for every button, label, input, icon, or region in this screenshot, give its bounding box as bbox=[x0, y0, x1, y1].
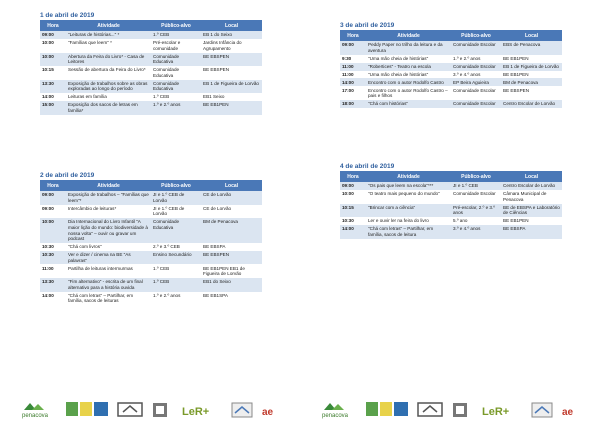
table-row bbox=[40, 31, 262, 39]
footer-logos bbox=[15, 400, 285, 420]
schedule-table bbox=[340, 171, 562, 239]
cell-publico-alvo: JI e 1.º CEB de Lorvão bbox=[151, 205, 201, 219]
table-row bbox=[40, 243, 262, 251]
cell-publico-alvo: Pré-escolar, 2.º e 3.º anos bbox=[451, 204, 501, 218]
library-logo bbox=[415, 400, 445, 420]
cell-local: BE EB1PEN bbox=[201, 101, 262, 115]
column-header-atividade: Atividade bbox=[366, 171, 451, 182]
cell-hora: 09:00 bbox=[40, 191, 66, 205]
table-row bbox=[340, 86, 562, 100]
svg-text:penacova: penacova bbox=[22, 413, 49, 419]
cell-atividade: "Chá com letras" – Partilhar, em família, sacos de leitura bbox=[366, 225, 451, 239]
cell-local: BE EBSPEN bbox=[501, 86, 562, 100]
svg-text:ae: ae bbox=[262, 407, 274, 418]
column-header-hora: Hora bbox=[40, 180, 66, 191]
cell-hora: 9:30 bbox=[340, 55, 366, 63]
table-row bbox=[40, 264, 262, 278]
table-row bbox=[340, 182, 562, 190]
cell-local: EB 1 de Figueira de Lorvão bbox=[501, 63, 562, 71]
cell-publico-alvo: 1.º CEB bbox=[151, 278, 201, 292]
cell-hora: 10:15 bbox=[40, 66, 66, 80]
cell-hora: 14:00 bbox=[40, 292, 66, 306]
cell-hora: 10:00 bbox=[340, 190, 366, 204]
cell-publico-alvo: 1.º e 2.º anos bbox=[451, 55, 501, 63]
day-schedule-3-april bbox=[340, 22, 562, 108]
table-row bbox=[340, 204, 562, 218]
table-row bbox=[340, 225, 562, 239]
cell-atividade: "Uma mão cheia de histórias" bbox=[366, 55, 451, 63]
cell-atividade: Encontro com o autor Rodolfo Castro bbox=[366, 78, 451, 86]
column-header-atividade: Atividade bbox=[366, 30, 451, 41]
cell-publico-alvo: 2.º e 3.º CEB bbox=[151, 243, 201, 251]
table-row bbox=[340, 217, 562, 225]
cell-local: BE EBSPEN bbox=[201, 53, 262, 67]
cell-hora: 10:30 bbox=[40, 243, 66, 251]
cell-local: BE de EBSPA e Laboratório de Ciências bbox=[501, 204, 562, 218]
svg-text:LeR+: LeR+ bbox=[182, 406, 210, 418]
column-header-local: Local bbox=[201, 180, 262, 191]
svg-text:penacova: penacova bbox=[322, 413, 349, 419]
cell-atividade: Intercâmbio de leituras* bbox=[66, 205, 151, 219]
cell-local: BE EBSPA bbox=[501, 225, 562, 239]
cell-local: BE EB1SPA bbox=[201, 292, 262, 306]
cell-publico-alvo: Comunidade Escolar bbox=[451, 190, 501, 204]
cell-atividade: "Leituras de histórias..." * bbox=[66, 31, 151, 39]
cell-hora: 14:00 bbox=[40, 93, 66, 101]
cell-hora: 10:15 bbox=[340, 204, 366, 218]
ae-logo bbox=[560, 400, 585, 420]
table-row bbox=[40, 278, 262, 292]
cell-hora: 10:00 bbox=[40, 53, 66, 67]
day-title: 2 de abril de 2019 bbox=[40, 172, 95, 179]
cell-local: CE de Lorvão bbox=[201, 191, 262, 205]
schedule-table bbox=[340, 30, 562, 108]
cell-hora: 10:00 bbox=[40, 218, 66, 243]
cell-hora: 15:00 bbox=[40, 101, 66, 115]
cell-local: CE de Lorvão bbox=[201, 205, 262, 219]
table-row bbox=[40, 93, 262, 101]
table-row bbox=[340, 55, 562, 63]
cell-publico-alvo: Comunidade Escolar bbox=[451, 63, 501, 71]
cell-publico-alvo: 3.º e 4.º anos bbox=[451, 71, 501, 79]
cell-hora: 10:30 bbox=[340, 217, 366, 225]
cell-publico-alvo: EP Beira Aguieira bbox=[451, 78, 501, 86]
penacova-logo bbox=[20, 400, 60, 420]
cell-atividade: Exposição dos sacos de letras em família* bbox=[66, 101, 151, 115]
cell-publico-alvo: 3.º e 4.º anos bbox=[451, 225, 501, 239]
table-row bbox=[40, 80, 262, 94]
cell-publico-alvo: Comunidade Escolar bbox=[451, 100, 501, 108]
cell-atividade: "Fim alternativo" - escrita de um final alternativo para a história ouvida bbox=[66, 278, 151, 292]
day-schedule-2-april bbox=[40, 172, 262, 305]
cell-local: BM de Penacova bbox=[501, 78, 562, 86]
day-schedule-4-april bbox=[340, 163, 562, 239]
cell-local: Câmara Municipal de Penacova bbox=[501, 190, 562, 204]
ae-logo bbox=[260, 400, 285, 420]
cell-atividade: Ler e ouvir ler na feira do livro bbox=[366, 217, 451, 225]
cell-local: EBS de Penacova bbox=[501, 41, 562, 55]
cell-atividade: Exposição de trabalhos – "Famílias que leem"* bbox=[66, 191, 151, 205]
table-header-row bbox=[40, 20, 262, 31]
cell-atividade: Sessão de abertura da Feira do Livro* bbox=[66, 66, 151, 80]
cell-hora: 09:00 bbox=[340, 41, 366, 55]
rbe-logo bbox=[450, 400, 470, 420]
cell-local: BM de Penacova bbox=[201, 218, 262, 243]
column-header-publico-alvo: Público-alvo bbox=[451, 171, 501, 182]
cell-local: BE EB1PEN bbox=[501, 217, 562, 225]
cell-hora: 10:30 bbox=[40, 251, 66, 265]
table-row bbox=[40, 101, 262, 115]
table-header-row bbox=[340, 171, 562, 182]
cell-local: EB1 Seixo bbox=[201, 93, 262, 101]
cell-hora: 13:30 bbox=[40, 80, 66, 94]
cell-hora: 10:00 bbox=[40, 39, 66, 53]
ler-plus-logo bbox=[480, 400, 520, 420]
cell-hora: 09:00 bbox=[40, 205, 66, 219]
cell-local: Centro Escolar de Lorvão bbox=[501, 100, 562, 108]
table-header-row bbox=[40, 180, 262, 191]
column-header-hora: Hora bbox=[340, 171, 366, 182]
schedule-table bbox=[40, 20, 262, 115]
table-row bbox=[40, 292, 262, 306]
cell-publico-alvo: 1.º e 2.º anos bbox=[151, 292, 201, 306]
cell-publico-alvo: Comunidade Educativa bbox=[151, 80, 201, 94]
cell-atividade: "O teatro mais pequeno do mundo" bbox=[366, 190, 451, 204]
rbe-logo bbox=[150, 400, 170, 420]
cell-publico-alvo: JI e 1.º CEB de Lorvão bbox=[151, 191, 201, 205]
penacova-logo bbox=[320, 400, 360, 420]
cell-publico-alvo: 5.º ano bbox=[451, 217, 501, 225]
table-row bbox=[340, 190, 562, 204]
cell-publico-alvo: JI e 1.º CEB bbox=[451, 182, 501, 190]
table-row bbox=[40, 191, 262, 205]
cell-hora: 14:00 bbox=[340, 78, 366, 86]
cell-publico-alvo: 1.º e 2.º anos bbox=[151, 101, 201, 115]
cell-publico-alvo: Comunidade Educativa bbox=[151, 218, 201, 243]
cell-atividade: "Brincar com a ciência" bbox=[366, 204, 451, 218]
cell-hora: 17:00 bbox=[340, 86, 366, 100]
plan-logo bbox=[530, 400, 555, 420]
cell-hora: 11:00 bbox=[40, 264, 66, 278]
cell-atividade: Ver e dizer / cinema na BE "As palavras" bbox=[66, 251, 151, 265]
cell-local: Jardins Infância do Agrupamento bbox=[201, 39, 262, 53]
cell-hora: 09:00 bbox=[40, 31, 66, 39]
ler-plus-logo bbox=[180, 400, 220, 420]
footer-logos bbox=[315, 400, 585, 420]
plan-logo bbox=[230, 400, 255, 420]
cell-publico-alvo: Comunidade Escolar bbox=[451, 41, 501, 55]
cell-atividade: Partilha de leituras intermurmas bbox=[66, 264, 151, 278]
cell-publico-alvo: Ensino Secundário bbox=[151, 251, 201, 265]
table-row bbox=[340, 78, 562, 86]
table-row bbox=[340, 71, 562, 79]
column-header-hora: Hora bbox=[340, 30, 366, 41]
cell-atividade: "Os pais que leem na escola"*** bbox=[366, 182, 451, 190]
table-row bbox=[340, 41, 562, 55]
cell-local: BE EBSPEN bbox=[201, 251, 262, 265]
svg-text:ae: ae bbox=[562, 407, 574, 418]
cell-atividade: "Chá com letras" – Partilhar, em família, sacos de leituras bbox=[66, 292, 151, 306]
column-header-local: Local bbox=[501, 30, 562, 41]
table-row bbox=[40, 53, 262, 67]
school-network-logo bbox=[65, 400, 110, 420]
cell-publico-alvo: Comunidade Escolar bbox=[451, 86, 501, 100]
cell-publico-alvo: 1.º CEB bbox=[151, 264, 201, 278]
cell-hora: 13:30 bbox=[40, 278, 66, 292]
cell-atividade: Exposição de trabalhos sobre as obras exploradas ao longo do período bbox=[66, 80, 151, 94]
cell-hora: 11:00 bbox=[340, 71, 366, 79]
cell-publico-alvo: Comunidade Educativa bbox=[151, 66, 201, 80]
table-row bbox=[40, 205, 262, 219]
column-header-atividade: Atividade bbox=[66, 180, 151, 191]
table-header-row bbox=[340, 30, 562, 41]
cell-atividade: Peddy Paper no trilho da leitura e da aventura bbox=[366, 41, 451, 55]
day-schedule-1-april bbox=[40, 12, 262, 115]
cell-atividade: "Uma mão cheia de histórias" bbox=[366, 71, 451, 79]
table-row bbox=[40, 66, 262, 80]
cell-hora: 14:00 bbox=[340, 225, 366, 239]
library-logo bbox=[115, 400, 145, 420]
cell-atividade: Encontro com o autor Rodolfo Castro – pais e filhos bbox=[366, 86, 451, 100]
cell-local: Centro Escolar de Lorvão bbox=[501, 182, 562, 190]
cell-hora: 18:00 bbox=[340, 100, 366, 108]
table-row bbox=[40, 39, 262, 53]
cell-local: BE EBSPEN bbox=[201, 66, 262, 80]
cell-atividade: Dia Internacional do Livro Infantil "A maior lição do mundo: biodiversidade à nossa volta" – ouvir ou gravar um podcast bbox=[66, 218, 151, 243]
table-row bbox=[40, 218, 262, 243]
table-row bbox=[340, 100, 562, 108]
cell-local: EB 1 do Seixo bbox=[201, 31, 262, 39]
school-network-logo bbox=[365, 400, 410, 420]
cell-local: BE EBSPA bbox=[201, 243, 262, 251]
cell-local: EB 1 de Figueira de Lorvão bbox=[201, 80, 262, 94]
cell-publico-alvo: Pré-escolar e comunidade bbox=[151, 39, 201, 53]
cell-publico-alvo: 1.º CEB bbox=[151, 93, 201, 101]
column-header-publico-alvo: Público-alvo bbox=[151, 20, 201, 31]
day-title: 3 de abril de 2019 bbox=[340, 22, 395, 29]
cell-local: BE EB1PEN EB1 de Figueira de Lorvão bbox=[201, 264, 262, 278]
cell-local: BE EB1PEN bbox=[501, 55, 562, 63]
table-row bbox=[40, 251, 262, 265]
cell-atividade: "Chá com livros" bbox=[66, 243, 151, 251]
schedule-table bbox=[40, 180, 262, 305]
svg-text:LeR+: LeR+ bbox=[482, 406, 510, 418]
cell-publico-alvo: 1.º CEB bbox=[151, 31, 201, 39]
column-header-publico-alvo: Público-alvo bbox=[451, 30, 501, 41]
cell-hora: 11:00 bbox=[340, 63, 366, 71]
cell-atividade: "Robertices" - Teatro na escola bbox=[366, 63, 451, 71]
column-header-local: Local bbox=[201, 20, 262, 31]
day-title: 4 de abril de 2019 bbox=[340, 163, 395, 170]
right-page bbox=[300, 0, 600, 424]
table-row bbox=[340, 63, 562, 71]
column-header-hora: Hora bbox=[40, 20, 66, 31]
day-title: 1 de abril de 2019 bbox=[40, 12, 95, 19]
cell-local: EB1 do Seixo bbox=[201, 278, 262, 292]
column-header-local: Local bbox=[501, 171, 562, 182]
cell-publico-alvo: Comunidade Educativa bbox=[151, 53, 201, 67]
cell-atividade: Leituras em família bbox=[66, 93, 151, 101]
cell-local: BE EB1PEN bbox=[501, 71, 562, 79]
cell-atividade: Abertura da Feira do Livro* - Casa de Leitores bbox=[66, 53, 151, 67]
cell-atividade: "Famílias que leem" * bbox=[66, 39, 151, 53]
cell-hora: 09:00 bbox=[340, 182, 366, 190]
column-header-atividade: Atividade bbox=[66, 20, 151, 31]
cell-atividade: "Chá com histórias" bbox=[366, 100, 451, 108]
column-header-publico-alvo: Público-alvo bbox=[151, 180, 201, 191]
